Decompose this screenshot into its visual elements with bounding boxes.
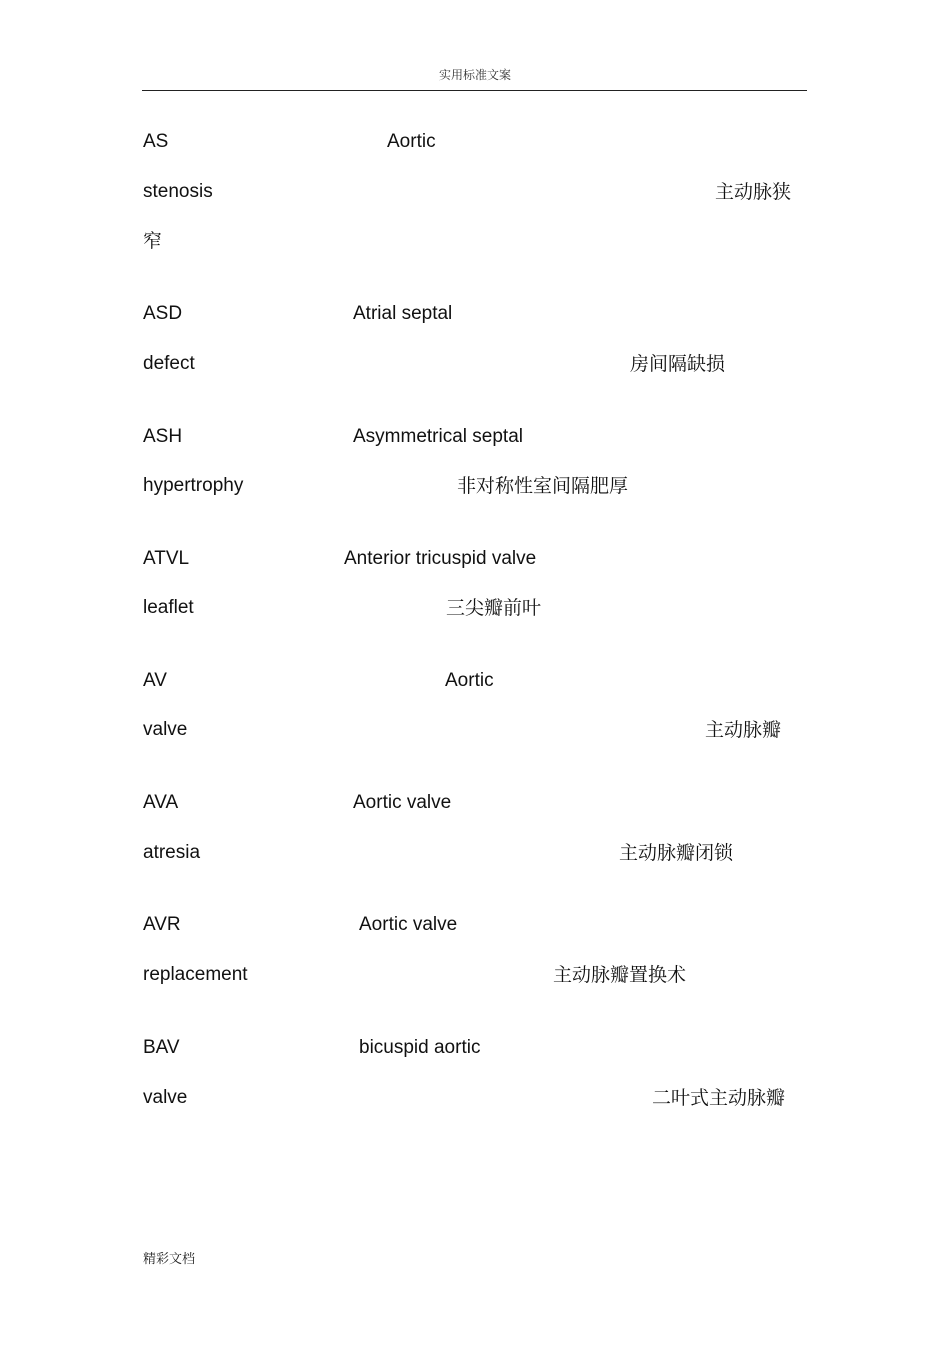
entry-chinese-continued: 窄 bbox=[143, 230, 163, 252]
entry-abbr: AVA bbox=[143, 792, 179, 813]
entry-abbr: AV bbox=[143, 670, 167, 691]
entry-chinese: 非对称性室间隔肥厚 bbox=[457, 475, 629, 497]
page-footer: 精彩文档 bbox=[143, 1252, 196, 1267]
entry-term-line2: leaflet bbox=[143, 597, 194, 618]
entry-abbr: BAV bbox=[143, 1037, 180, 1058]
entry-abbr: ASD bbox=[143, 303, 183, 324]
entry-term-line2: valve bbox=[143, 1087, 188, 1108]
entry-chinese: 主动脉瓣闭锁 bbox=[619, 842, 734, 864]
entry-term-line1: Aortic valve bbox=[353, 792, 452, 813]
entry-term-line2: hypertrophy bbox=[143, 475, 244, 496]
entry-chinese: 主动脉瓣置换术 bbox=[553, 964, 687, 986]
entry-term-line2: replacement bbox=[143, 964, 248, 985]
entry-term-line1: Anterior tricuspid valve bbox=[344, 548, 537, 569]
entry-term-line1: Aortic bbox=[387, 131, 436, 152]
entry-chinese: 房间隔缺损 bbox=[630, 353, 726, 375]
entry-chinese: 二叶式主动脉瓣 bbox=[652, 1087, 786, 1109]
entry-term-line1: Aortic bbox=[445, 670, 494, 691]
entry-term-line2: stenosis bbox=[143, 181, 213, 202]
entry-chinese: 主动脉狭 bbox=[715, 181, 792, 203]
entry-term-line2: defect bbox=[143, 353, 195, 374]
header-divider bbox=[142, 90, 807, 91]
entry-chinese: 三尖瓣前叶 bbox=[446, 597, 542, 619]
entry-term-line1: bicuspid aortic bbox=[359, 1037, 481, 1058]
entry-term-line1: Atrial septal bbox=[353, 303, 453, 324]
entry-abbr: AS bbox=[143, 131, 169, 152]
entry-chinese: 主动脉瓣 bbox=[705, 719, 782, 741]
entry-term-line1: Aortic valve bbox=[359, 914, 458, 935]
entry-abbr: ASH bbox=[143, 426, 183, 447]
entry-term-line2: valve bbox=[143, 719, 188, 740]
entry-term-line2: atresia bbox=[143, 842, 201, 863]
entry-term-line1: Asymmetrical septal bbox=[353, 426, 523, 447]
entry-abbr: AVR bbox=[143, 914, 181, 935]
entry-abbr: ATVL bbox=[143, 548, 190, 569]
page-header: 实用标准文案 bbox=[438, 68, 511, 82]
